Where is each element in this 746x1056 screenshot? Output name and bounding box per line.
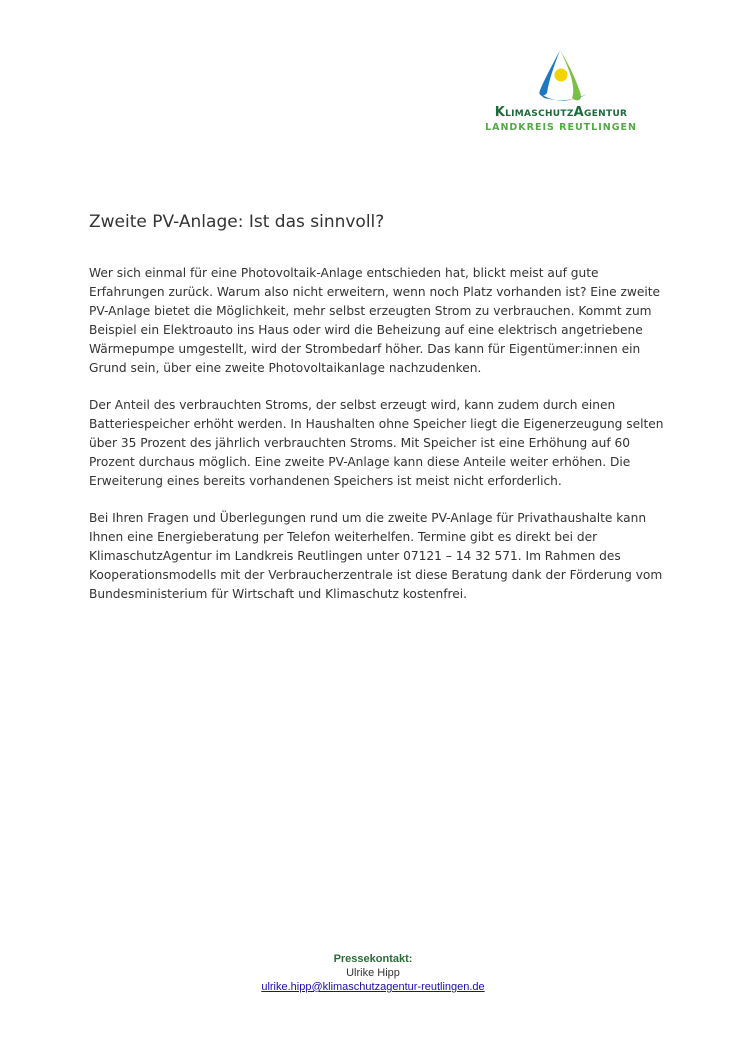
paragraph-2: Der Anteil des verbrauchten Stroms, der selbst erzeugt wird, kann zudem durch einen Batteriespeicher erhöht werden. In Haushalten ohne Speicher liegt die Eigenerzeugung selten über 35 Prozent des jährlich verbrauchten Stroms. Mit Speicher ist eine Erhöhung auf 60 Prozent durchaus möglich. Eine zweite PV-Anlage kann diese Anteile weiter erhöhen. Die Erweiterung eines bereits vorhandenen Speichers ist meist nicht erforderlich.	[89, 398, 664, 488]
page-title: Zweite PV-Anlage: Ist das sinnvoll?	[89, 212, 385, 232]
article-body	[89, 264, 669, 622]
logo-subtitle: LANDKREIS REUTLINGEN	[485, 122, 637, 133]
press-contact-name: Ulrike Hipp	[346, 967, 400, 979]
press-contact-email-link[interactable]: ulrike.hipp@klimaschutzagentur-reutlingen.de	[261, 981, 485, 993]
press-contact	[0, 952, 746, 994]
paragraph-3: Bei Ihren Fragen und Überlegungen rund um die zweite PV-Anlage für Privathaushalte kann Ihnen eine Energieberatung per Telefon weiterhelfen. Termine gibt es direkt bei der KlimaschutzAgentur im Landkreis Reutlingen unter 07121 – 14 32 571. Im Rahmen des Kooperationsmodells mit der Verbraucherzentrale ist diese Beratung dank der Förderung vom Bundesministerium für Wirtschaft und Klimaschutz kostenfrei.	[89, 511, 663, 601]
climate-agency-logo-icon	[530, 48, 592, 104]
press-contact-label: Pressekontakt:	[333, 953, 413, 965]
logo-name: KlimaschutzAgentur	[494, 105, 628, 120]
logo	[466, 48, 656, 138]
paragraph-1: Wer sich einmal für eine Photovoltaik-Anlage entschieden hat, blickt meist auf gute Erfahrungen zurück. Warum also nicht erweitern, wenn noch Platz vorhanden ist? Eine zweite PV-Anlage bietet die Möglichkeit, mehr selbst erzeugten Strom zu verbrauchen. Kommt zum Beispiel ein Elektroauto ins Haus oder wird die Beheizung auf eine elektrisch angetriebene Wärmepumpe umgestellt, wird der Strombedarf höher. Das kann für Eigentümer:innen ein Grund sein, über eine zweite Photovoltaikanlage nachzudenken.	[89, 266, 661, 375]
